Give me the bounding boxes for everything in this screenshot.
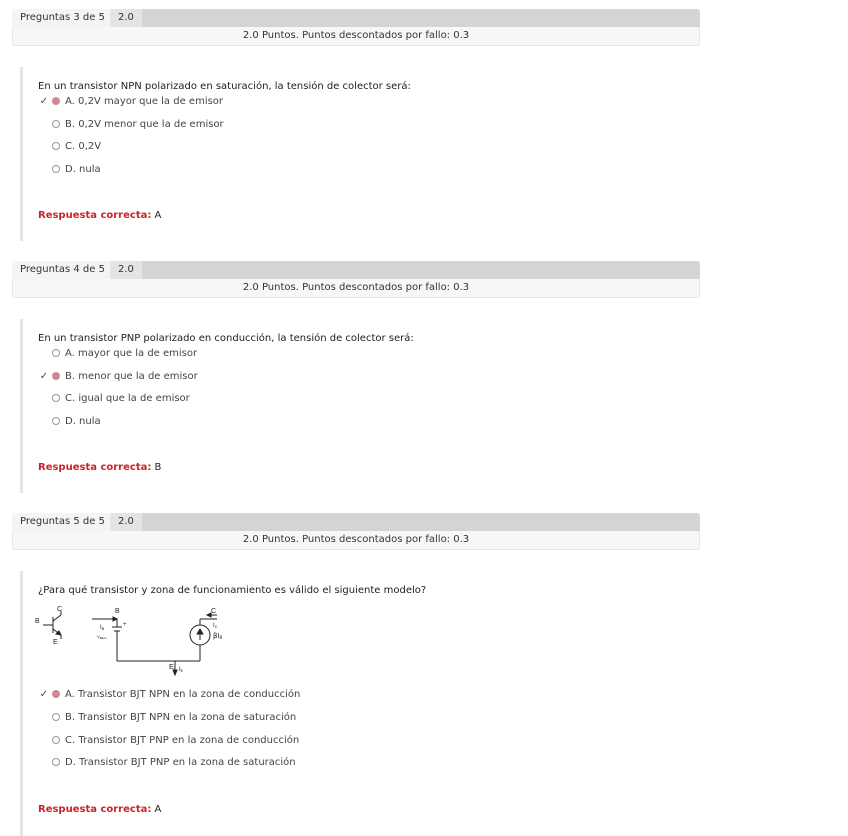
- radio-button[interactable]: [52, 758, 60, 766]
- question-text: En un transistor PNP polarizado en conducción, la tensión de colector será:: [38, 333, 414, 344]
- option-c[interactable]: [38, 391, 190, 405]
- option-label: A. mayor que la de emisor: [65, 347, 198, 359]
- radio-button[interactable]: [52, 736, 60, 744]
- question-5-body: [20, 571, 683, 836]
- option-label: D. Transistor BJT PNP en la zona de saturación: [65, 756, 296, 768]
- option-c[interactable]: [38, 139, 101, 153]
- plus-sign: +: [123, 622, 127, 628]
- model-emitter-label: E: [169, 664, 174, 671]
- option-label: B. Transistor BJT NPN en la zona de saturación: [65, 711, 297, 723]
- option-b[interactable]: [38, 369, 198, 383]
- check-icon: ✓: [39, 370, 49, 382]
- vbe-label: $V_{BEon}$: [97, 634, 108, 640]
- question-points: 2.0 Puntos. Puntos descontados por fallo: 0.3: [12, 27, 700, 46]
- correct-answer: [38, 210, 161, 221]
- option-a[interactable]: [38, 346, 197, 360]
- radio-button[interactable]: [52, 142, 60, 150]
- option-a[interactable]: [38, 94, 223, 108]
- question-5-header-block: [12, 513, 700, 550]
- ie-label: IE: [179, 667, 184, 673]
- option-label: B. menor que la de emisor: [65, 370, 198, 382]
- check-icon: ✓: [39, 688, 49, 700]
- question-text: ¿Para qué transistor y zona de funcionamiento es válido el siguiente modelo?: [38, 585, 427, 596]
- option-label: D. nula: [65, 163, 101, 175]
- symbol-base-label: B: [35, 618, 40, 625]
- question-number: Preguntas 3 de 5: [12, 9, 110, 27]
- option-label: A. 0,2V mayor que la de emisor: [65, 95, 224, 107]
- option-label: B. 0,2V menor que la de emisor: [65, 118, 224, 130]
- question-3-body: [20, 67, 683, 241]
- question-header: [12, 513, 700, 531]
- option-c[interactable]: [38, 733, 299, 747]
- equivalent-circuit: [92, 613, 217, 675]
- option-a[interactable]: [38, 687, 300, 701]
- question-number: Preguntas 5 de 5: [12, 513, 110, 531]
- option-label: C. Transistor BJT PNP en la zona de conducción: [65, 734, 300, 746]
- question-points: 2.0 Puntos. Puntos descontados por fallo: 0.3: [12, 531, 700, 550]
- option-b[interactable]: [38, 117, 224, 131]
- question-3-header-block: [12, 9, 700, 46]
- radio-button[interactable]: [52, 713, 60, 721]
- radio-button[interactable]: [52, 690, 60, 698]
- correct-answer-label: Respuesta correcta:: [38, 462, 152, 473]
- question-4-body: [20, 319, 683, 493]
- radio-button[interactable]: [52, 349, 60, 357]
- bjt-symbol: [43, 611, 61, 639]
- option-label: D. nula: [65, 415, 101, 427]
- model-collector-label: C: [211, 608, 217, 615]
- ic-label: IC: [213, 623, 218, 629]
- option-label: C. 0,2V: [65, 140, 102, 152]
- option-label: A. Transistor BJT NPN en la zona de conducción: [65, 688, 301, 700]
- option-d[interactable]: [38, 414, 101, 428]
- correct-answer-value: A: [154, 804, 162, 815]
- radio-button[interactable]: [52, 165, 60, 173]
- radio-button[interactable]: [52, 97, 60, 105]
- beta-ib-label: βIB: [213, 632, 223, 640]
- correct-answer-label: Respuesta correcta:: [38, 804, 152, 815]
- correct-answer: [38, 804, 161, 815]
- question-4-header-block: [12, 261, 700, 298]
- question-points: 2.0 Puntos. Puntos descontados por fallo: 0.3: [12, 279, 700, 298]
- radio-button[interactable]: [52, 120, 60, 128]
- model-base-label: B: [115, 608, 120, 615]
- question-text: En un transistor NPN polarizado en saturación, la tensión de colector será:: [38, 81, 411, 92]
- correct-answer-label: Respuesta correcta:: [38, 210, 152, 221]
- transistor-model-diagram: [35, 603, 235, 683]
- question-number: Preguntas 4 de 5: [12, 261, 110, 279]
- radio-button[interactable]: [52, 417, 60, 425]
- question-header: [12, 261, 700, 279]
- option-d[interactable]: [38, 755, 296, 769]
- question-score: 2.0: [110, 9, 142, 27]
- question-score: 2.0: [110, 513, 142, 531]
- ib-label: IB: [100, 625, 105, 631]
- question-header: [12, 9, 700, 27]
- question-score: 2.0: [110, 261, 142, 279]
- symbol-collector-label: C: [57, 606, 63, 613]
- option-b[interactable]: [38, 710, 296, 724]
- option-d[interactable]: [38, 162, 101, 176]
- check-icon: ✓: [39, 95, 49, 107]
- radio-button[interactable]: [52, 394, 60, 402]
- correct-answer-value: A: [154, 210, 162, 221]
- option-label: C. igual que la de emisor: [65, 392, 190, 404]
- radio-button[interactable]: [52, 372, 60, 380]
- correct-answer-value: B: [154, 462, 162, 473]
- symbol-emitter-label: E: [53, 639, 58, 646]
- correct-answer: [38, 462, 161, 473]
